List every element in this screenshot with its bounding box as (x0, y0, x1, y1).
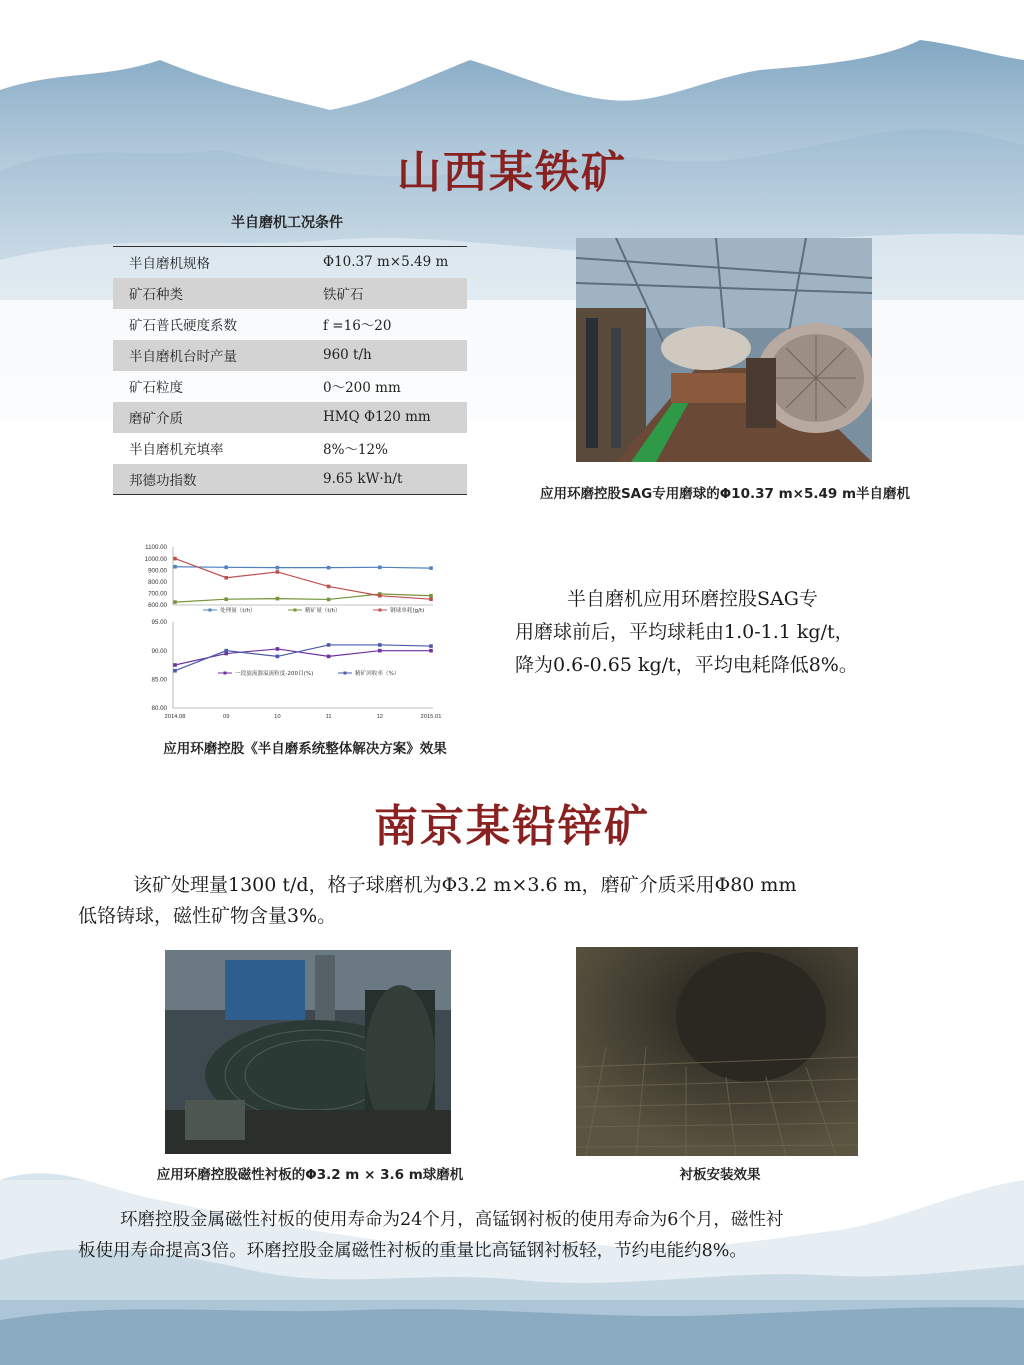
table-row (113, 247, 467, 278)
y-tick-label: 600.00 (148, 602, 167, 610)
data-point (378, 649, 382, 653)
row-label: 半自磨机台时产量 (113, 340, 309, 371)
closing-line: 环磨控股金属磁性衬板的使用寿命为24个月，高锰钢衬板的使用寿命为6个月，磁性衬 (120, 1210, 784, 1230)
y-tick-label: 80.00 (151, 705, 167, 713)
conditions-table (113, 246, 467, 495)
liner-photo-caption: 衬板安装效果 (679, 1167, 761, 1183)
section-title-shanxi: 山西某铁矿 (397, 147, 627, 198)
sag-mill-plant-photo (576, 238, 872, 462)
data-point (173, 600, 177, 604)
y-tick-label: 700.00 (148, 590, 167, 598)
data-point (378, 643, 382, 647)
data-point (429, 649, 433, 653)
plant-photo-caption: 应用环磨控股SAG专用磨球的Φ10.37 m×5.49 m半自磨机 (539, 486, 911, 502)
legend-marker (344, 672, 347, 675)
paragraph-line: 半自磨机应用环磨控股SAG专 (567, 588, 818, 610)
intro-line: 该矿处理量1300 t/d，格子球磨机为Φ3.2 m×3.6 m，磨矿介质采用Φ80 mm (133, 874, 797, 896)
series-line (175, 594, 431, 602)
table-row (113, 402, 467, 433)
row-label: 矿石种类 (113, 278, 309, 309)
chart-top-legend (203, 606, 424, 614)
row-label: 磨矿介质 (113, 402, 309, 433)
row-value: f =16〜20 (323, 318, 392, 334)
ball-mill-photo-caption: 应用环磨控股磁性衬板的Φ3.2 m × 3.6 m球磨机 (156, 1167, 464, 1183)
x-tick-label: 12 (376, 714, 384, 720)
row-value: 0〜200 mm (323, 380, 401, 396)
chart-top-panel (145, 544, 433, 609)
data-point (429, 597, 433, 601)
performance-chart (128, 522, 443, 722)
legend-label: 钢球单耗(g/t) (390, 608, 425, 614)
series-line (175, 645, 431, 671)
data-point (378, 594, 382, 598)
section1-paragraph (515, 583, 915, 682)
section2-intro (78, 870, 958, 932)
x-tick-label: 11 (325, 714, 332, 720)
data-point (224, 566, 228, 570)
data-point (429, 644, 433, 648)
chart-caption: 应用环磨控股《半自磨系统整体解决方案》效果 (163, 741, 447, 757)
y-tick-label: 90.00 (151, 647, 167, 655)
data-point (327, 585, 331, 589)
data-point (173, 663, 177, 667)
data-point (327, 598, 331, 602)
data-point (276, 566, 280, 570)
legend-label: 处理量（t/h） (220, 608, 256, 614)
paragraph-line: 用磨球前后，平均球耗由1.0-1.1 kg/t， (515, 621, 854, 643)
legend-marker (294, 609, 297, 612)
x-tick-label: 2014.08 (164, 714, 186, 720)
x-tick-label: 2015.01 (420, 714, 442, 720)
data-point (276, 597, 280, 601)
row-value: 8%〜12% (323, 442, 388, 458)
y-tick-label: 800.00 (148, 579, 167, 586)
chart-bottom-legend (218, 669, 399, 677)
data-point (173, 669, 177, 673)
series-line (175, 649, 431, 665)
data-point (173, 565, 177, 569)
data-point (173, 557, 177, 561)
conditions-table-block (113, 212, 467, 495)
row-value: Φ10.37 m×5.49 m (323, 254, 449, 271)
section-title-nanjing: 南京某铅锌矿 (374, 801, 650, 852)
row-label: 半自磨机规格 (129, 256, 210, 273)
data-point (276, 647, 280, 651)
row-label: 矿石粒度 (129, 380, 183, 396)
x-tick-label: 09 (222, 714, 230, 720)
table-caption: 半自磨机工况条件 (231, 215, 343, 231)
data-point (276, 570, 280, 574)
row-value: 铁矿石 (309, 278, 467, 309)
series-line (175, 559, 431, 600)
data-point (327, 643, 331, 647)
intro-line: 低铬铸球，磁性矿物含量3%。 (78, 905, 337, 927)
data-point (276, 655, 280, 659)
data-point (224, 597, 228, 601)
table-row (113, 309, 467, 340)
data-point (429, 594, 433, 598)
y-tick-label: 95.00 (151, 619, 167, 627)
x-tick-label: 10 (274, 714, 281, 720)
row-label: 矿石普氏硬度系数 (129, 318, 237, 334)
row-label: 半自磨机充填率 (129, 442, 224, 458)
row-value: 9.65 kW·h/t (309, 464, 467, 495)
liner-installation-photo (576, 947, 858, 1156)
data-point (378, 566, 382, 570)
table-row (113, 371, 467, 402)
row-value: 960 t/h (309, 340, 467, 371)
row-value: HMQ Φ120 mm (309, 402, 467, 433)
legend-marker (224, 672, 227, 675)
paragraph-line: 降为0.6-0.65 kg/t，平均电耗降低8%。 (515, 654, 858, 676)
legend-label: 精矿量（t/h） (305, 608, 341, 614)
table-row (113, 433, 467, 464)
series-line (175, 567, 431, 568)
legend-label: 精矿回收率（%） (355, 671, 400, 677)
table-row (113, 340, 467, 371)
data-point (429, 566, 433, 570)
closing-line: 板使用寿命提高3倍。环磨控股金属磁性衬板的重量比高锰钢衬板轻，节约电能约8%。 (78, 1241, 747, 1261)
chart-bottom-panel (152, 619, 442, 720)
data-point (327, 655, 331, 659)
data-point (224, 649, 228, 653)
table-row (113, 278, 467, 309)
y-tick-label: 85.00 (151, 676, 167, 684)
y-tick-label: 1000.00 (144, 555, 167, 563)
legend-marker (209, 609, 212, 612)
y-tick-label: 900.00 (148, 567, 167, 575)
row-label: 邦德功指数 (113, 464, 309, 495)
data-point (224, 576, 228, 580)
section2-closing (78, 1205, 958, 1267)
legend-marker (379, 609, 382, 612)
table-row (113, 464, 467, 495)
ball-mill-photo (165, 950, 451, 1154)
legend-label: 一段旋流器溢流粒度-200目(%) (235, 671, 314, 677)
y-tick-label: 1100.00 (145, 544, 167, 552)
data-point (327, 566, 331, 570)
